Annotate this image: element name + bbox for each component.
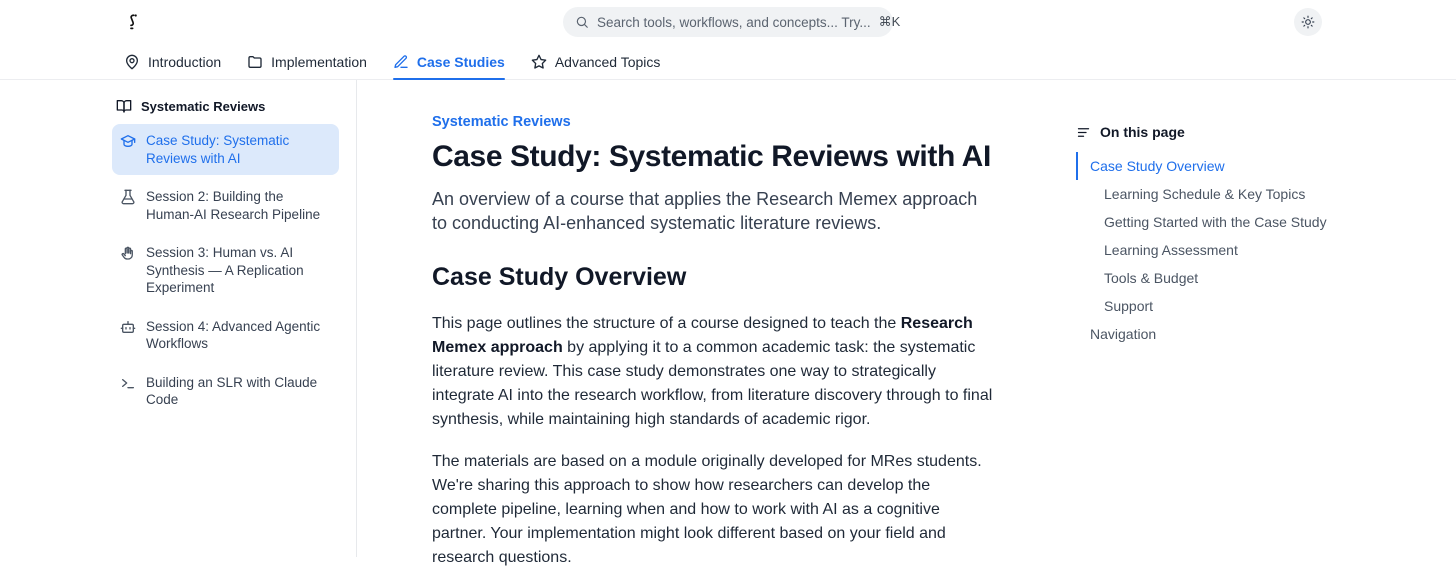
sidebar-item-label: Session 2: Building the Human-AI Research Pipeline [146, 189, 321, 222]
tab-implementation[interactable] [247, 44, 367, 79]
sidebar-section-title: Systematic Reviews [141, 98, 266, 114]
sun-icon [1301, 15, 1315, 29]
robot-icon [120, 319, 136, 353]
toc-item-learning-schedule[interactable]: Learning Schedule & Key Topics [1104, 186, 1306, 202]
site-logo-icon[interactable] [124, 11, 142, 33]
page-subtitle: An overview of a course that applies the Research Memex approach to conducting AI-enhanced systematic literature reviews. [432, 189, 978, 233]
paragraph-2: The materials are based on a module originally developed for MRes students. We're sharing this approach to show how researchers can develop the complete pipeline, learning when and how to work with AI as a cognitive partner. Your implementation might look different based on your field and research questions. [432, 453, 982, 566]
on-this-page-toc [1076, 80, 1456, 557]
top-header [0, 0, 1456, 44]
paragraph-1-post: by applying it to a common academic task: the systematic literature review. This case study demonstrates one way to strategically integrate AI into the research workflow, from literature discovery through to final synthesis, while maintaining high standards of academic rigor. [432, 339, 993, 428]
paragraph-1-pre: This page outlines the structure of a course designed to teach the [432, 315, 901, 332]
sidebar-item-label: Building an SLR with Claude Code [146, 374, 318, 407]
paragraph-1-bold: Research Memex approach [432, 315, 973, 356]
sidebar-section-header [112, 94, 339, 124]
content-area [0, 80, 1456, 566]
terminal-icon [120, 375, 136, 409]
flask-icon [120, 189, 136, 223]
search-icon [575, 15, 589, 29]
sidebar-item-label: Case Study: Systematic Reviews with AI [146, 133, 290, 166]
list-icon [1076, 125, 1091, 140]
page-title: Case Study: Systematic Reviews with AI [432, 140, 991, 173]
search-input[interactable] [563, 7, 901, 37]
sidebar-item-label: Session 3: Human vs. AI Synthesis — A Replication Experiment [146, 245, 304, 295]
toc-item-getting-started[interactable]: Getting Started with the Case Study [1104, 214, 1327, 230]
tab-label: Advanced Topics [554, 53, 661, 70]
toc-item-support[interactable]: Support [1104, 298, 1154, 314]
tab-label: Implementation [271, 53, 367, 70]
sidebar-item-session-3[interactable] [112, 236, 339, 305]
tab-case-studies[interactable] [393, 44, 505, 79]
sidebar [0, 80, 357, 557]
search-placeholder: Search tools, workflows, and concepts... Try... [597, 14, 871, 30]
folder-icon [247, 54, 263, 70]
toc-item-tools-budget[interactable]: Tools & Budget [1104, 270, 1199, 286]
hand-icon [120, 245, 136, 297]
tab-label: Introduction [148, 53, 222, 70]
graduation-cap-icon [120, 133, 136, 167]
breadcrumb[interactable]: Systematic Reviews [432, 114, 571, 130]
section-heading-overview: Case Study Overview [432, 263, 687, 291]
main-article [357, 80, 1076, 566]
theme-toggle-button[interactable] [1294, 8, 1322, 36]
sidebar-item-case-study[interactable] [112, 124, 339, 175]
primary-nav [0, 44, 1456, 80]
toc-items [1076, 152, 1340, 348]
toc-item-navigation[interactable]: Navigation [1090, 326, 1157, 342]
star-icon [531, 54, 547, 70]
search-shortcut: ⌘K [878, 14, 901, 29]
tab-label: Case Studies [416, 53, 505, 70]
sidebar-item-label: Session 4: Advanced Agentic Workflows [146, 318, 321, 351]
tab-advanced-topics[interactable] [531, 44, 661, 79]
toc-header [1076, 124, 1340, 140]
sidebar-item-slr-claude-code[interactable] [112, 366, 339, 417]
location-pin-icon [124, 54, 140, 70]
toc-title: On this page [1100, 124, 1185, 140]
pencil-icon [393, 54, 409, 70]
toc-item-learning-assessment[interactable]: Learning Assessment [1104, 242, 1238, 258]
sidebar-item-session-2[interactable] [112, 180, 339, 231]
book-open-icon [116, 98, 132, 114]
toc-item-case-study-overview[interactable]: Case Study Overview [1076, 152, 1340, 180]
paragraph-1 [432, 312, 997, 432]
sidebar-item-session-4[interactable] [112, 310, 339, 361]
tab-introduction[interactable] [124, 44, 221, 79]
